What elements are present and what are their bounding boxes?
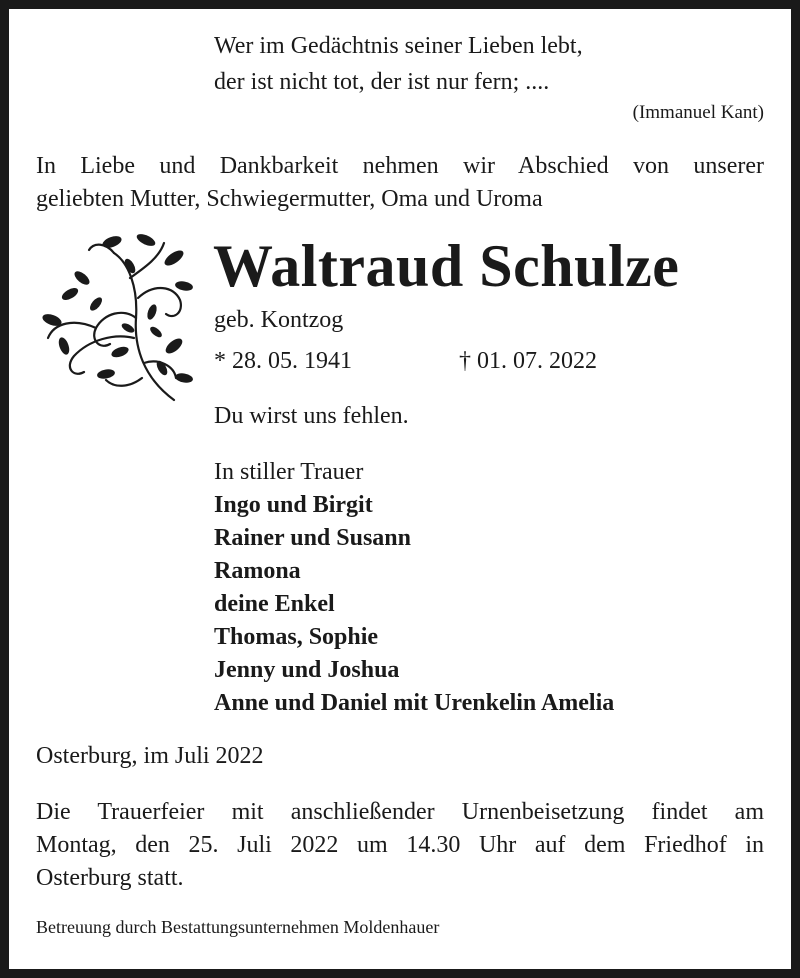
funeral-home-credit: Betreuung durch Bestattungsunternehmen Moldenhauer xyxy=(36,917,440,937)
mourner-name: Ramona xyxy=(214,558,301,584)
mourner-name: Rainer und Susann xyxy=(214,525,411,551)
funeral-line-3: Osterburg statt. xyxy=(36,865,184,891)
mourner-name: Anne und Daniel mit Urenkelin Amelia xyxy=(214,690,615,716)
maiden-name: geb. Kontzog xyxy=(214,307,344,333)
floral-vine-icon xyxy=(34,228,196,406)
intro-line-1: In Liebe und Dankbarkeit nehmen wir Abschied von unserer xyxy=(36,153,764,179)
place-date: Osterburg, im Juli 2022 xyxy=(36,743,264,769)
deceased-name: Waltraud Schulze xyxy=(213,233,680,299)
funeral-line-2: Montag, den 25. Juli 2022 um 14.30 Uhr auf dem Friedhof in xyxy=(36,832,764,858)
quote-line-2: der ist nicht tot, der ist nur fern; .... xyxy=(214,69,550,95)
death-date: † 01. 07. 2022 xyxy=(459,348,597,374)
intro-line-2: geliebten Mutter, Schwiegermutter, Oma und Uroma xyxy=(36,186,543,212)
mourners-heading: In stiller Trauer xyxy=(214,459,364,485)
birth-date: * 28. 05. 1941 xyxy=(214,348,352,374)
mourner-name: Ingo und Birgit xyxy=(214,492,373,518)
mourner-name: Thomas, Sophie xyxy=(214,624,379,650)
funeral-line-1: Die Trauerfeier mit anschließender Urnenbeisetzung findet am xyxy=(36,799,764,825)
quote-line-1: Wer im Gedächtnis seiner Lieben lebt, xyxy=(214,33,583,59)
mourner-name: Jenny und Joshua xyxy=(214,657,400,683)
farewell-line: Du wirst uns fehlen. xyxy=(214,403,409,429)
mourner-name: deine Enkel xyxy=(214,591,335,617)
quote-author: (Immanuel Kant) xyxy=(632,102,764,123)
